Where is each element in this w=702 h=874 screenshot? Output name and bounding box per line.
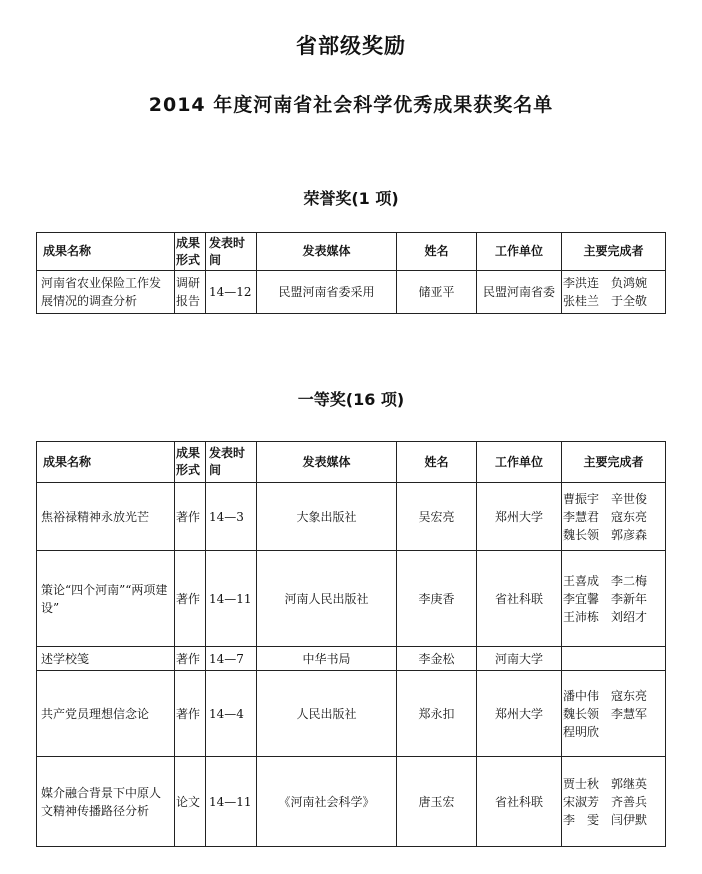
achievement-name-cell: 共产党员理想信念论	[37, 671, 175, 757]
members-cell	[562, 271, 666, 314]
member-line: 贾士秋 郭继英	[563, 776, 648, 791]
publish-media-cell: 大象出版社	[257, 483, 397, 551]
form-cell: 著作	[175, 551, 206, 647]
work-unit-cell: 民盟河南省委	[477, 271, 562, 314]
honor-table-body	[37, 271, 666, 314]
col-header-author: 姓名	[397, 233, 477, 271]
publish-time-cell: 14—11	[206, 757, 257, 847]
publish-time-cell: 14—4	[206, 671, 257, 757]
achievement-name-cell: 策论“四个河南”“两项建设”	[37, 551, 175, 647]
col-header-members: 主要完成者	[562, 442, 666, 483]
first-section-heading: 一等奖(16 项)	[297, 390, 405, 409]
achievement-name-cell: 焦裕禄精神永放光芒	[37, 483, 175, 551]
author-name-cell: 郑永扣	[397, 671, 477, 757]
table-row	[37, 551, 666, 647]
author-name-cell: 李金松	[397, 647, 477, 671]
table-row	[37, 483, 666, 551]
table-row	[37, 271, 666, 314]
table-row	[37, 757, 666, 847]
work-unit-cell: 省社科联	[477, 757, 562, 847]
achievement-name-cell: 河南省农业保险工作发展情况的调查分析	[37, 271, 175, 314]
table-header-row	[37, 233, 666, 271]
col-header-unit: 工作单位	[477, 442, 562, 483]
col-header-author: 姓名	[397, 442, 477, 483]
publish-time-cell: 14—7	[206, 647, 257, 671]
page-title: 省部级奖励	[296, 34, 406, 58]
achievement-name-cell: 媒介融合背景下中原人文精神传播路径分析	[37, 757, 175, 847]
work-unit-cell: 省社科联	[477, 551, 562, 647]
publish-time-cell: 14—11	[206, 551, 257, 647]
col-header-form: 成果形式	[175, 442, 206, 483]
col-header-name: 成果名称	[37, 233, 175, 271]
member-line: 王喜成 李二梅	[563, 573, 648, 588]
col-header-time: 发表时间	[206, 442, 257, 483]
publish-time-cell: 14—12	[206, 271, 257, 314]
first-award-table	[36, 441, 666, 847]
member-line: 王沛栋 刘绍才	[563, 609, 648, 624]
form-cell: 著作	[175, 647, 206, 671]
first-table-body	[37, 483, 666, 847]
members-cell	[562, 483, 666, 551]
publish-media-cell: 中华书局	[257, 647, 397, 671]
form-cell: 著作	[175, 671, 206, 757]
author-name-cell: 储亚平	[397, 271, 477, 314]
work-unit-cell: 河南大学	[477, 647, 562, 671]
member-line: 李慧君 寇东亮	[563, 509, 648, 524]
table-row	[37, 647, 666, 671]
form-cell: 论文	[175, 757, 206, 847]
member-line: 张桂兰 于全敬	[563, 294, 648, 308]
work-unit-cell: 郑州大学	[477, 483, 562, 551]
publish-media-cell: 河南人民出版社	[257, 551, 397, 647]
member-line: 魏长领 郭彦森	[563, 527, 648, 542]
member-line: 李 雯 闫伊默	[563, 812, 648, 827]
members-cell	[562, 647, 666, 671]
member-line: 宋淑芳 齐善兵	[563, 794, 648, 809]
member-line: 程明欣	[563, 724, 600, 739]
member-line: 曹振宇 辛世俊	[563, 491, 648, 506]
member-line: 李宜馨 李新年	[563, 591, 648, 606]
table-row	[37, 671, 666, 757]
author-name-cell: 吴宏亮	[397, 483, 477, 551]
member-line: 李洪连 负鸿婉	[563, 276, 648, 290]
publish-media-cell: 人民出版社	[257, 671, 397, 757]
honor-award-table	[36, 232, 666, 314]
col-header-media: 发表媒体	[257, 233, 397, 271]
achievement-name-cell: 述学校笺	[37, 647, 175, 671]
publish-time-cell: 14—3	[206, 483, 257, 551]
author-name-cell: 李庚香	[397, 551, 477, 647]
member-line: 潘中伟 寇东亮	[563, 688, 648, 703]
col-header-unit: 工作单位	[477, 233, 562, 271]
col-header-members: 主要完成者	[562, 233, 666, 271]
form-cell: 著作	[175, 483, 206, 551]
author-name-cell: 唐玉宏	[397, 757, 477, 847]
honor-section-heading: 荣誉奖(1 项)	[303, 189, 399, 208]
col-header-media: 发表媒体	[257, 442, 397, 483]
table-header-row	[37, 442, 666, 483]
member-line: 魏长领 李慧军	[563, 706, 648, 721]
work-unit-cell: 郑州大学	[477, 671, 562, 757]
col-header-form: 成果形式	[175, 233, 206, 271]
members-cell	[562, 671, 666, 757]
publish-media-cell: 民盟河南省委采用	[257, 271, 397, 314]
form-cell: 调研报告	[175, 271, 206, 314]
publish-media-cell: 《河南社会科学》	[257, 757, 397, 847]
members-cell	[562, 757, 666, 847]
members-cell	[562, 551, 666, 647]
col-header-name: 成果名称	[37, 442, 175, 483]
page-subtitle: 2014 年度河南省社会科学优秀成果获奖名单	[148, 94, 554, 116]
col-header-time: 发表时间	[206, 233, 257, 271]
